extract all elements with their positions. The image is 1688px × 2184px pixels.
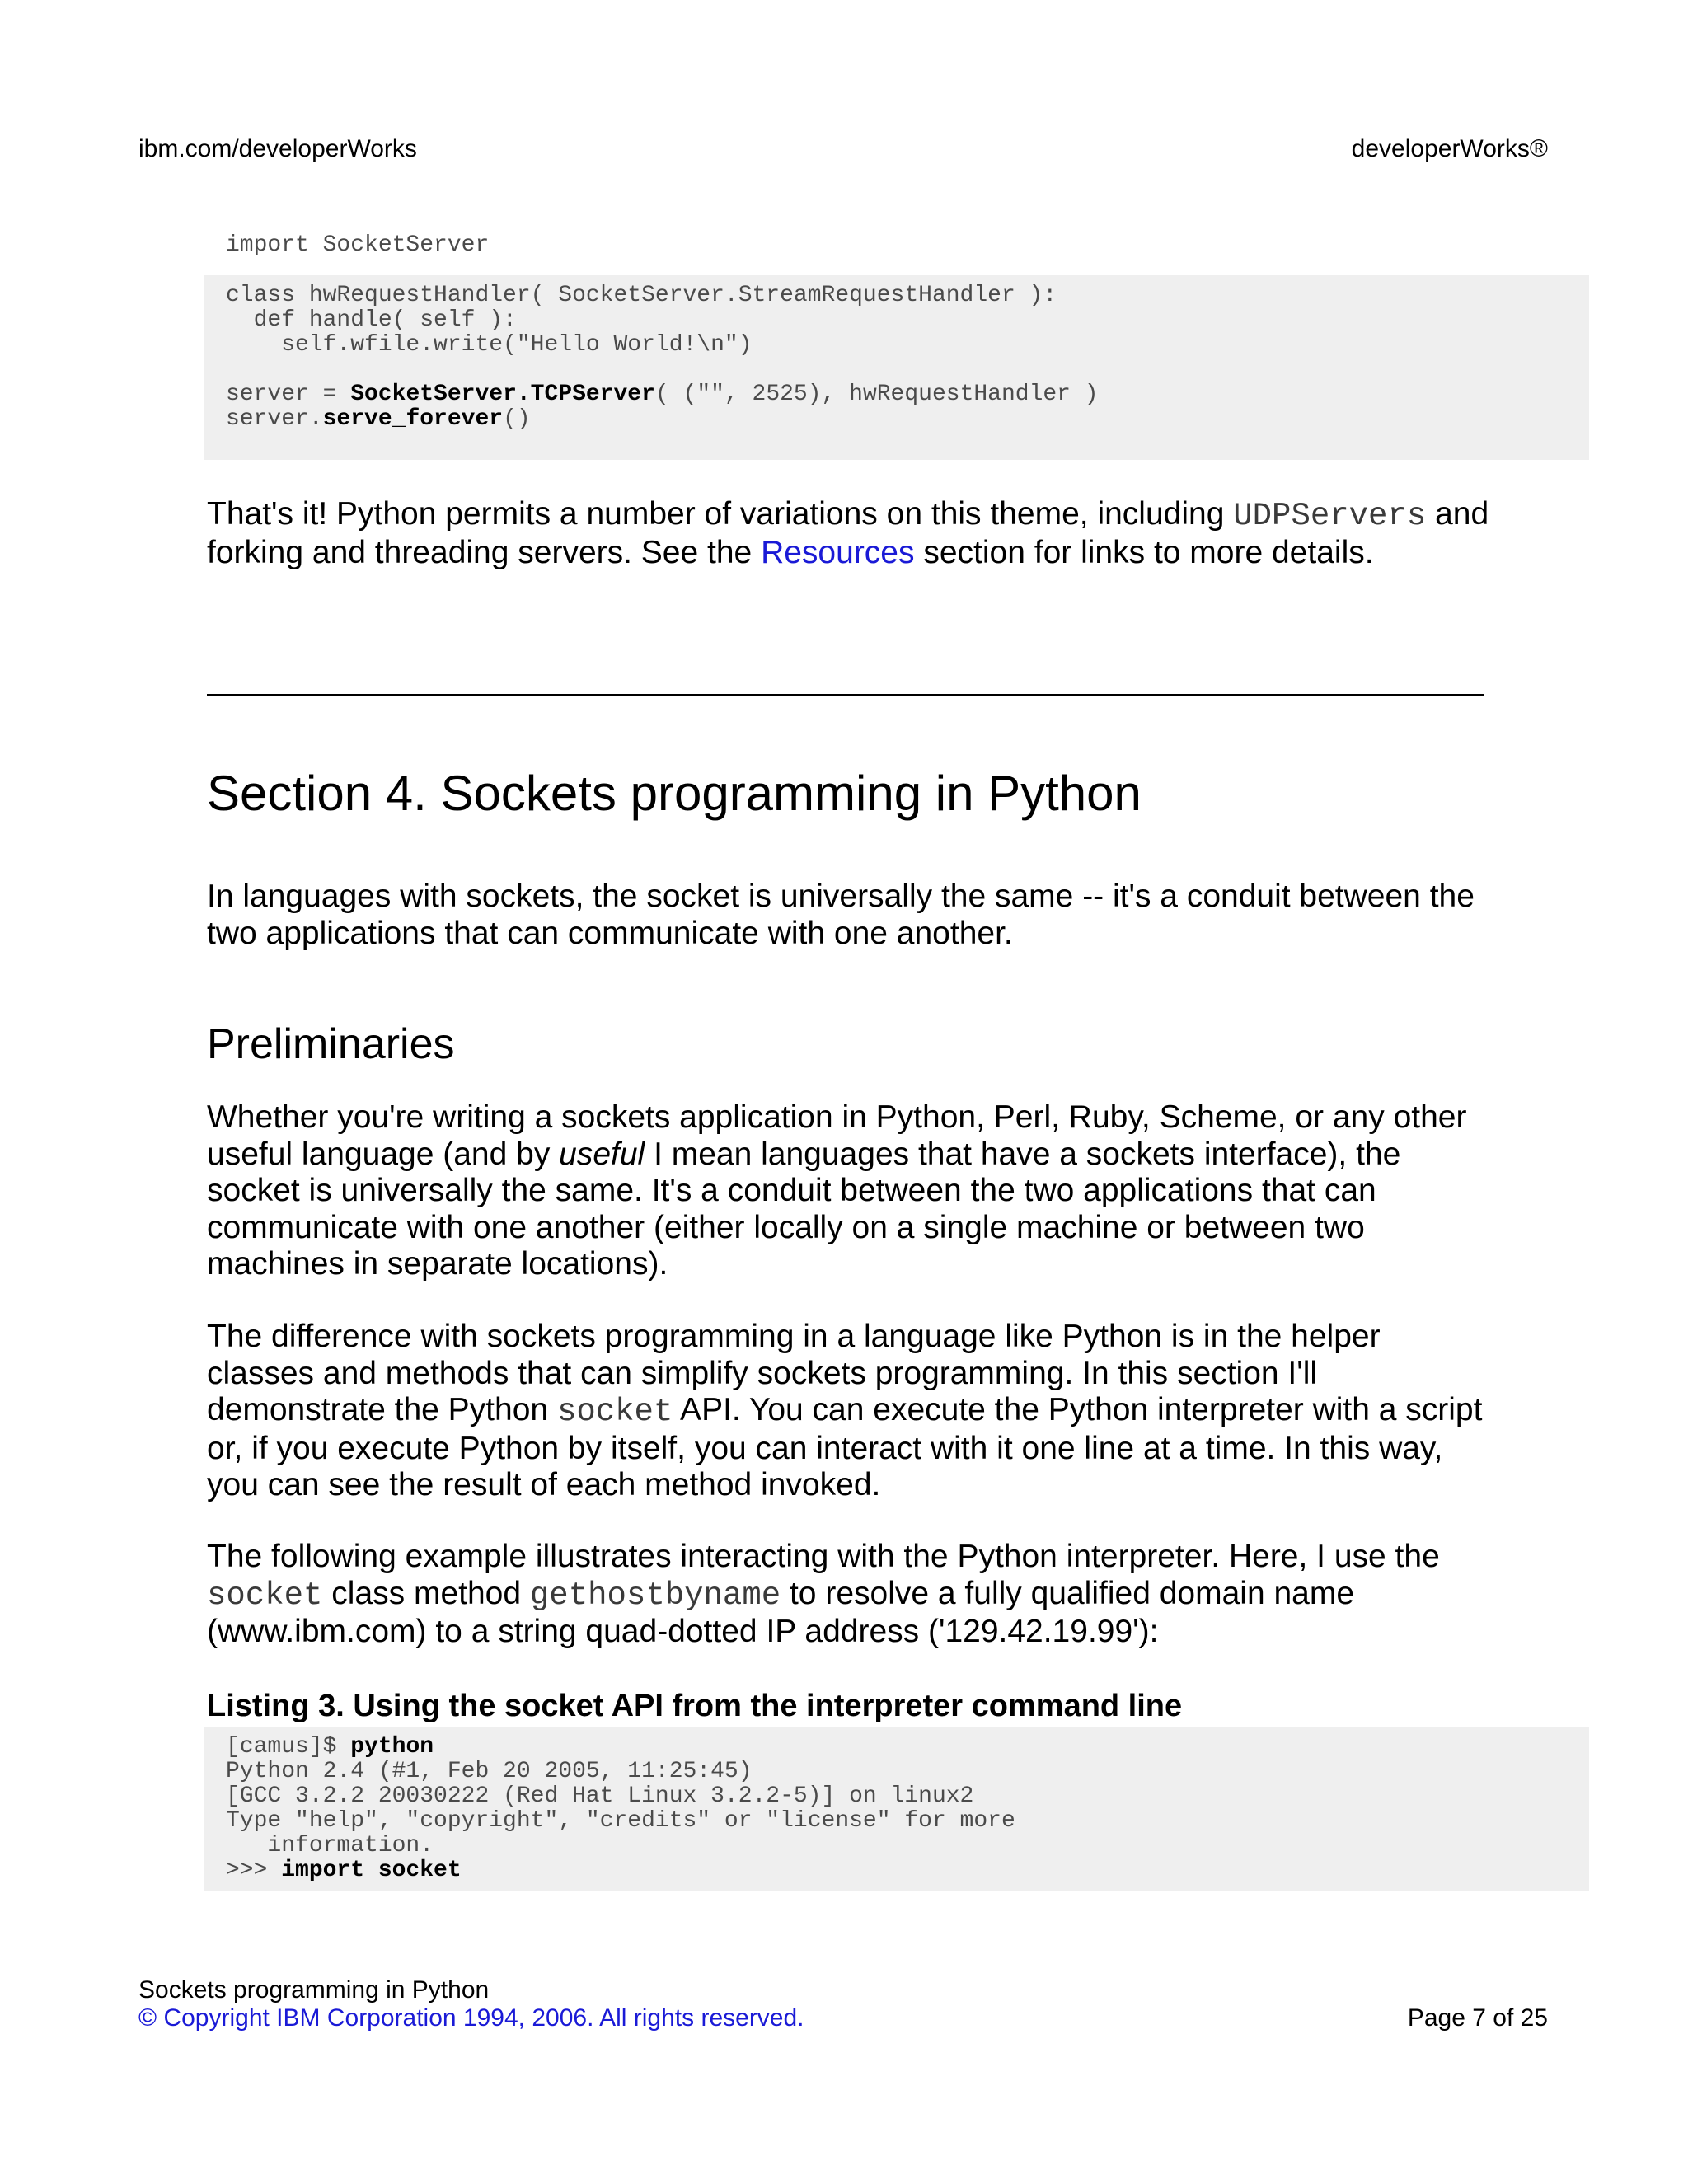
inline-code-socket: socket xyxy=(556,1394,673,1430)
listing-title: Listing 3. Using the socket API from the interpreter command line xyxy=(207,1689,1183,1723)
resources-link[interactable]: Resources xyxy=(761,534,915,570)
code-import-line: import SocketServer xyxy=(226,232,490,258)
emphasis-useful: useful xyxy=(559,1136,645,1172)
code-line-information: information. xyxy=(226,1833,434,1858)
footer-page-number: Page 7 of 25 xyxy=(1407,2004,1548,2032)
subheading-preliminaries: Preliminaries xyxy=(207,1020,455,1068)
code-line-import: >>> import socket xyxy=(226,1858,462,1883)
paragraph-example: The following example illustrates interacting with the Python interpreter. Here, I use the socket class method gethostbyname to resolve a fully qualified domain name (www.ibm.com) to a string quad-dotted IP address ('129.42.19.99'): xyxy=(207,1539,1440,1649)
footer-copyright-link[interactable]: © Copyright IBM Corporation 1994, 2006. All rights reserved. xyxy=(138,2004,804,2032)
code-line-prompt: [camus]$ python xyxy=(226,1734,434,1760)
header-brand: developerWorks® xyxy=(1351,135,1548,162)
paragraph-difference: The difference with sockets programming in a language like Python is in the helper classes and methods that can simplify sockets programming. In this section I'll demonstrate the Python socket API. You can execute the Python interpreter with a script or, if you execute Python by itself, you can interact with it one line at a time. In this way, you can see the result of each method invoked. xyxy=(207,1319,1483,1502)
inline-code-socket-class: socket xyxy=(207,1577,323,1614)
section-title: Section 4. Sockets programming in Python xyxy=(207,766,1142,821)
inline-code-gethostbyname: gethostbyname xyxy=(529,1577,781,1614)
code-line-version: Python 2.4 (#1, Feb 20 2005, 11:25:45) xyxy=(226,1759,753,1784)
paragraph-intro: That's it! Python permits a number of variations on this theme, including UDPServers and forking and threading servers. See the Resources section for links to more details. xyxy=(207,496,1489,570)
footer-doc-title: Sockets programming in Python xyxy=(138,1976,490,2004)
code-line-server: server = SocketServer.TCPServer( ("", 2525), hwRequestHandler ) xyxy=(226,382,1099,407)
code-listing-server xyxy=(204,275,1589,460)
code-line-gcc: [GCC 3.2.2 20030222 (Red Hat Linux 3.2.2-5)] on linux2 xyxy=(226,1783,974,1809)
code-line-type-help: Type "help", "copyright", "credits" or "license" for more xyxy=(226,1808,1015,1834)
section-intro: In languages with sockets, the socket is universally the same -- it's a conduit between the two applications that can communicate with one another. xyxy=(207,879,1475,951)
inline-code-udpservers: UDPServers xyxy=(1233,498,1427,534)
code-line-serve: server.serve_forever() xyxy=(226,406,531,432)
code-line-write: self.wfile.write("Hello World!\n") xyxy=(226,332,753,358)
section-divider xyxy=(207,694,1484,696)
paragraph-preliminaries: Whether you're writing a sockets application in Python, Perl, Ruby, Scheme, or any other useful language (and by useful I mean languages that have a sockets interface), the socket is universally the same. It's a conduit between the two applications that can communicate with one another (either locally on a single machine or between two machines in separate locations). xyxy=(207,1099,1467,1282)
code-line-class: class hwRequestHandler( SocketServer.StreamRequestHandler ): xyxy=(226,283,1057,308)
code-listing-interpreter xyxy=(204,1727,1589,1891)
code-line-def: def handle( self ): xyxy=(226,307,517,333)
header-site: ibm.com/developerWorks xyxy=(138,135,417,162)
